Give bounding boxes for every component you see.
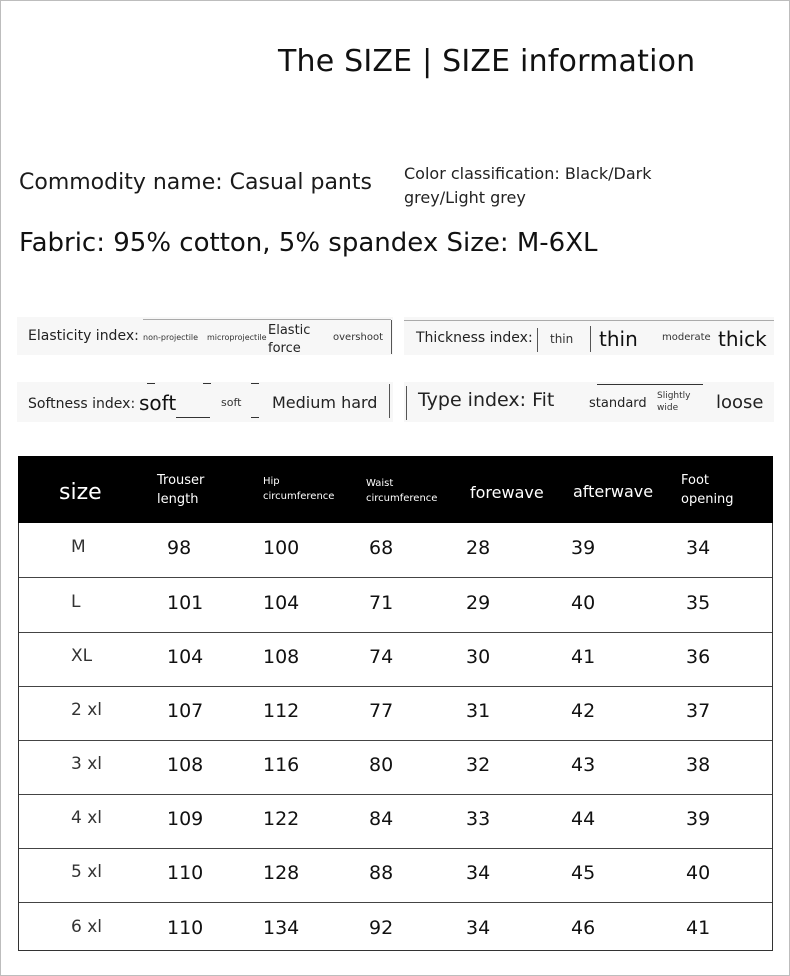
thickness-option-thin: thin xyxy=(599,327,638,351)
fabric-size-info: Fabric: 95% cotton, 5% spandex Size: M-6XL xyxy=(19,228,598,258)
header-trouser-length: Trouser length xyxy=(157,473,205,507)
cell-size: 2 xl xyxy=(71,700,103,720)
cell-foot-opening: 41 xyxy=(686,917,711,939)
cell-waist-circumference: 84 xyxy=(369,808,394,830)
softness-tick-a xyxy=(147,383,155,384)
elasticity-option-elastic-force: Elastic force xyxy=(268,323,311,356)
elasticity-option-non-projectile: non-projectile xyxy=(143,333,199,342)
cell-size: 4 xl xyxy=(71,808,103,828)
thickness-label: Thickness index: xyxy=(416,330,533,346)
cell-size: 3 xl xyxy=(71,754,103,774)
cell-waist-circumference: 77 xyxy=(369,700,394,722)
softness-option-soft: soft xyxy=(139,391,177,415)
cell-size: M xyxy=(71,537,86,557)
cell-hip-circumference: 128 xyxy=(263,862,300,884)
softness-option-medium-hard: Medium hard xyxy=(272,393,378,412)
type-start-line xyxy=(406,386,407,420)
thickness-option-moderate: moderate xyxy=(662,332,711,343)
cell-trouser-length: 98 xyxy=(167,537,192,559)
softness-underline xyxy=(176,417,210,418)
thickness-option-thin-small: thin xyxy=(550,332,574,346)
cell-afterwave: 45 xyxy=(571,862,596,884)
header-afterwave: afterwave xyxy=(573,482,654,501)
elasticity-end-line xyxy=(391,320,392,354)
cell-hip-circumference: 134 xyxy=(263,917,300,939)
color-classification: Color classification: Black/Dark grey/Light grey xyxy=(404,164,652,207)
cell-size: 5 xl xyxy=(71,862,103,882)
cell-trouser-length: 109 xyxy=(167,808,204,830)
cell-afterwave: 40 xyxy=(571,592,596,614)
cell-foot-opening: 38 xyxy=(686,754,711,776)
thickness-tick-1 xyxy=(537,328,538,352)
table-row xyxy=(19,523,772,578)
type-divider xyxy=(597,384,703,385)
cell-trouser-length: 108 xyxy=(167,754,204,776)
cell-trouser-length: 104 xyxy=(167,646,204,668)
cell-waist-circumference: 71 xyxy=(369,592,394,614)
page-title: The SIZE | SIZE information xyxy=(278,44,696,79)
thickness-tick-2 xyxy=(590,326,591,352)
type-label: Type index: Fit xyxy=(418,389,555,411)
cell-hip-circumference: 100 xyxy=(263,537,300,559)
type-option-slightly-wide: Slightly wide xyxy=(657,391,691,413)
cell-waist-circumference: 88 xyxy=(369,862,394,884)
cell-waist-circumference: 68 xyxy=(369,537,394,559)
header-foot-opening: Foot opening xyxy=(681,473,734,507)
cell-forewave: 33 xyxy=(466,808,491,830)
cell-hip-circumference: 122 xyxy=(263,808,300,830)
cell-waist-circumference: 92 xyxy=(369,917,394,939)
elasticity-option-overshoot: overshoot xyxy=(333,332,384,343)
cell-foot-opening: 34 xyxy=(686,537,711,559)
thickness-option-thick: thick xyxy=(718,327,767,351)
table-row xyxy=(19,686,772,741)
cell-trouser-length: 110 xyxy=(167,862,204,884)
cell-forewave: 31 xyxy=(466,700,491,722)
cell-size: XL xyxy=(71,646,93,666)
cell-foot-opening: 39 xyxy=(686,808,711,830)
header-size: size xyxy=(59,480,102,505)
softness-tick-b xyxy=(203,383,211,384)
table-row xyxy=(19,794,772,849)
type-option-standard: standard xyxy=(589,396,647,411)
cell-afterwave: 46 xyxy=(571,917,596,939)
cell-forewave: 34 xyxy=(466,862,491,884)
type-option-loose: loose xyxy=(716,392,764,413)
header-hip-circumference: Hip circumference xyxy=(263,476,335,502)
commodity-name: Commodity name: Casual pants xyxy=(19,170,372,195)
thickness-divider xyxy=(404,320,774,321)
cell-foot-opening: 35 xyxy=(686,592,711,614)
elasticity-divider xyxy=(143,319,391,320)
cell-foot-opening: 36 xyxy=(686,646,711,668)
table-row xyxy=(19,632,772,687)
cell-hip-circumference: 108 xyxy=(263,646,300,668)
elasticity-option-microprojectile: microprojectile xyxy=(207,333,267,342)
cell-forewave: 29 xyxy=(466,592,491,614)
cell-hip-circumference: 116 xyxy=(263,754,300,776)
softness-end-line xyxy=(389,384,390,418)
cell-afterwave: 44 xyxy=(571,808,596,830)
cell-forewave: 34 xyxy=(466,917,491,939)
table-row xyxy=(19,903,772,957)
cell-forewave: 30 xyxy=(466,646,491,668)
cell-waist-circumference: 74 xyxy=(369,646,394,668)
table-row xyxy=(19,848,772,903)
cell-afterwave: 39 xyxy=(571,537,596,559)
cell-afterwave: 43 xyxy=(571,754,596,776)
cell-hip-circumference: 112 xyxy=(263,700,300,722)
softness-label: Softness index: xyxy=(28,396,136,412)
cell-foot-opening: 40 xyxy=(686,862,711,884)
softness-tick-c xyxy=(251,383,259,384)
size-table-header xyxy=(18,456,773,523)
cell-forewave: 28 xyxy=(466,537,491,559)
softness-tick-d xyxy=(251,417,259,418)
elasticity-label: Elasticity index: xyxy=(28,328,139,344)
cell-trouser-length: 110 xyxy=(167,917,204,939)
cell-hip-circumference: 104 xyxy=(263,592,300,614)
cell-trouser-length: 101 xyxy=(167,592,204,614)
header-forewave: forewave xyxy=(470,483,544,502)
cell-afterwave: 41 xyxy=(571,646,596,668)
cell-forewave: 32 xyxy=(466,754,491,776)
cell-waist-circumference: 80 xyxy=(369,754,394,776)
cell-afterwave: 42 xyxy=(571,700,596,722)
cell-trouser-length: 107 xyxy=(167,700,204,722)
table-row xyxy=(19,740,772,795)
cell-size: 6 xl xyxy=(71,917,103,937)
softness-option-soft-small: soft xyxy=(221,396,242,409)
cell-foot-opening: 37 xyxy=(686,700,711,722)
table-row xyxy=(19,578,772,633)
cell-size: L xyxy=(71,592,81,612)
header-waist-circumference: Waist circumference xyxy=(366,478,438,504)
